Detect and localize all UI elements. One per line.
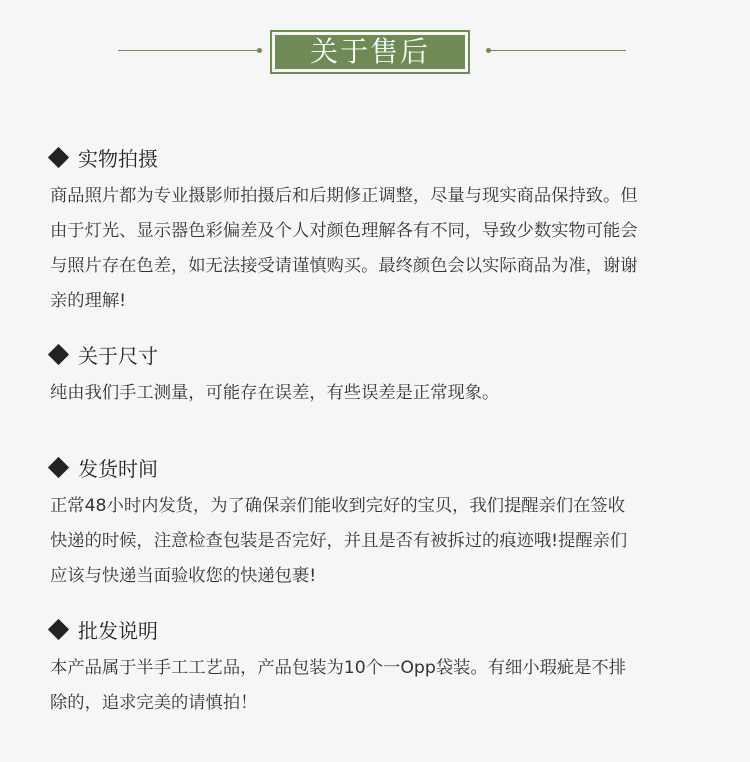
body-line: 本产品属于半手工工艺品，产品包装为10个一Opp袋装。有细小瑕疵是不排	[50, 658, 626, 678]
header-banner	[0, 30, 750, 74]
section-title-text: 关于尺寸	[78, 343, 158, 368]
section-title	[48, 613, 738, 645]
section-title-text: 实物拍摄	[78, 146, 158, 171]
diamond-icon	[48, 456, 69, 477]
header-right-line	[488, 50, 626, 51]
section-photo	[48, 141, 738, 319]
header-left-line	[118, 50, 260, 51]
body-line: 纯由我们手工测量，可能存在误差，有些误差是正常现象。	[50, 383, 500, 403]
body-line: 与照片存在色差，如无法接受请谨慎购买。最终颜色会以实际商品为准，谢谢	[50, 256, 638, 276]
section-body	[48, 651, 738, 721]
section-shipping	[48, 451, 738, 594]
section-title	[48, 451, 738, 483]
section-body	[48, 179, 738, 319]
body-line: 快递的时候，注意检查包装是否完好，并且是否有被拆过的痕迹哦!提醒亲们	[50, 531, 628, 551]
section-title	[48, 141, 738, 173]
body-line: 亲的理解!	[50, 291, 127, 311]
body-line: 正常48小时内发货，为了确保亲们能收到完好的宝贝，我们提醒亲们在签收	[50, 496, 625, 516]
diamond-icon	[48, 343, 69, 364]
section-body	[48, 376, 738, 411]
page-title: 关于售后	[275, 35, 465, 69]
body-line: 应该与快递当面验收您的快递包裹!	[50, 566, 317, 586]
body-line: 除的，追求完美的请慎拍！	[50, 693, 258, 713]
section-body	[48, 489, 738, 594]
section-title	[48, 338, 738, 370]
body-line: 商品照片都为专业摄影师拍摄后和后期修正调整，尽量与现实商品保持致。但	[50, 186, 638, 206]
section-wholesale	[48, 613, 738, 721]
section-title-text: 批发说明	[78, 618, 158, 643]
section-title-text: 发货时间	[78, 456, 158, 481]
section-size	[48, 338, 738, 411]
diamond-icon	[48, 146, 69, 167]
body-line: 由于灯光、显示器色彩偏差及个人对颜色理解各有不同，导致少数实物可能会	[50, 221, 638, 241]
diamond-icon	[48, 618, 69, 639]
title-frame	[270, 30, 470, 74]
header-left-dot	[257, 48, 262, 53]
